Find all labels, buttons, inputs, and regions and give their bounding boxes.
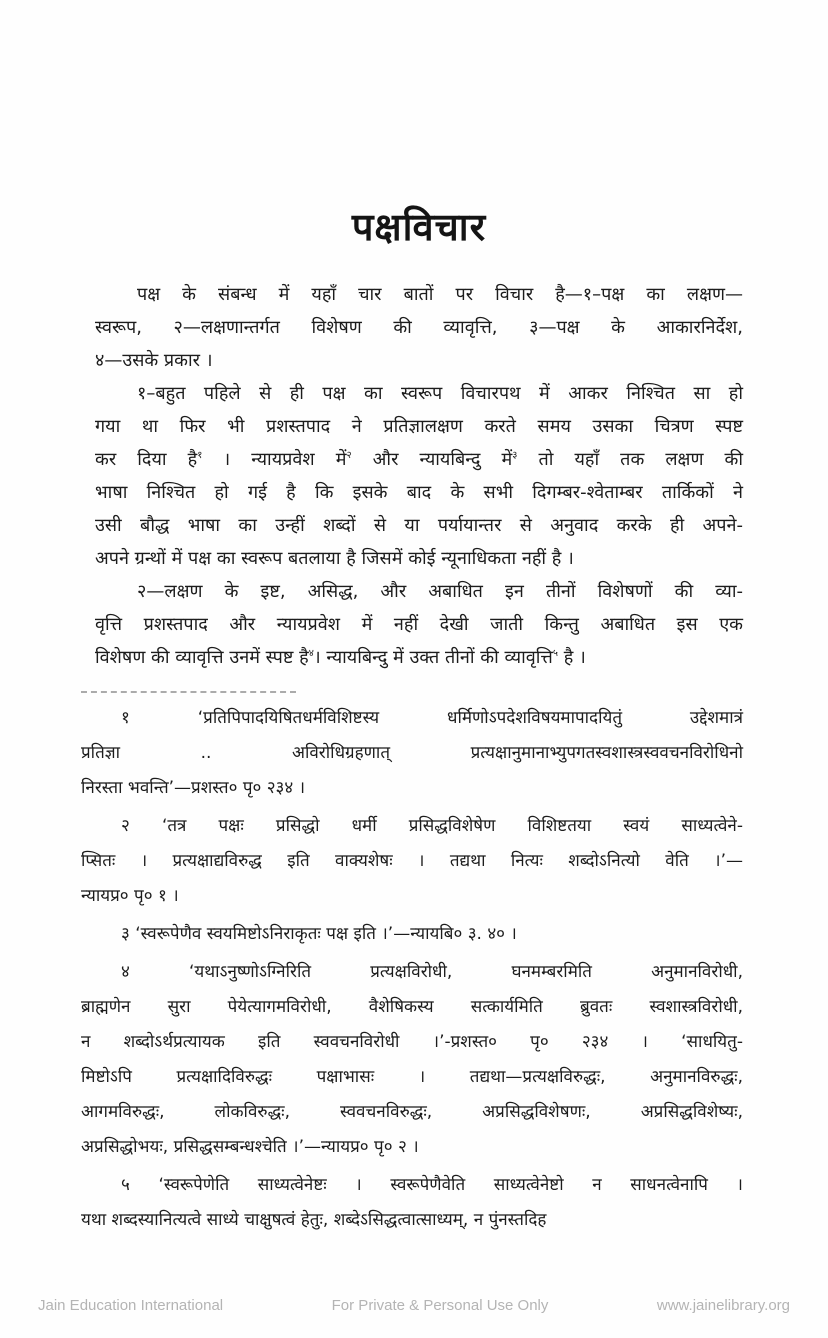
text-line: ४—उसके प्रकार ।: [95, 350, 213, 371]
footnote-separator: [81, 691, 296, 693]
footnote: [81, 1168, 743, 1238]
body-paragraph: [95, 377, 743, 575]
text-line: ५ ‘स्वरूपेणेति साध्यत्वेनेष्टः । स्वरूपेणैवेति साध्यत्वेनेष्टो न साधनत्वेनापि ।: [121, 1175, 743, 1195]
text-line: गया था फिर भी प्रशस्तपाद ने प्रतिज्ञालक्षण करते समय उसका चित्रण स्पष्ट: [95, 416, 743, 437]
footnote: [81, 917, 743, 952]
page-title: पक्षविचार: [351, 205, 487, 249]
body-text: [95, 278, 743, 674]
text-line: मिष्टोऽपि प्रत्यक्षादिविरुद्धः पक्षाभासः । तद्यथा—प्रत्यक्षविरुद्धः, अनुमानविरुद्धः,: [81, 1067, 743, 1087]
text-line: ब्राह्मणेन सुरा पेयेत्यागमविरोधी, वैशेषिकस्य सत्कार्यमिति ब्रुवतः स्वशास्त्रविरोधी,: [81, 997, 743, 1017]
footer-website: www.jainelibrary.org: [656, 1297, 790, 1314]
text-segment: कर दिया है: [95, 449, 198, 470]
text-line: यथा शब्दस्यानित्यत्वे साध्ये चाक्षुषत्वं हेतुः, शब्देऽसिद्धत्वात्साध्यम्, न पुंनस्तदिह: [81, 1210, 547, 1230]
footer-publisher: Jain Education International: [38, 1297, 224, 1314]
footnote: [81, 955, 743, 1165]
text-segment: तो यहाँ तक लक्षण की: [517, 449, 744, 470]
text-segment: विशेषण की व्यावृत्ति उनमें स्पष्ट है: [95, 647, 309, 668]
text-line: न्यायप्र० पृ० १ ।: [81, 886, 179, 906]
footnote: [81, 809, 743, 914]
text-line: २—लक्षण के इष्ट, असिद्ध, और अबाधित इन तीनों विशेषणों की व्या-: [137, 581, 743, 602]
footer-usage-notice: For Private & Personal Use Only: [331, 1297, 549, 1314]
footnote-ref: ५: [552, 648, 559, 659]
text-line: निरस्ता भवन्ति’—प्रशस्त० पृ० २३४ ।: [81, 778, 306, 798]
body-paragraph: [95, 278, 743, 377]
text-line: प्रतिज्ञा .. अविरोधिग्रहणात् प्रत्यक्षानुमानाभ्युपगतस्वशास्त्रस्ववचनविरोधिनो: [81, 743, 743, 763]
text-line: अप्रसिद्धोभयः, प्रसिद्धसम्बन्धश्चेति ।’—न्यायप्र० पृ० २ ।: [81, 1137, 419, 1157]
text-line: स्वरूप, २—लक्षणान्तर्गत विशेषण की व्यावृत्ति, ३—पक्ष के आकारनिर्देश,: [95, 317, 743, 338]
footnote-ref: २: [346, 450, 352, 461]
footnote-ref: ४: [308, 648, 314, 659]
text-line: ३ ‘स्वरूपेणैव स्वयमिष्टोऽनिराकृतः पक्ष इति ।’—न्यायबि० ३. ४० ।: [121, 924, 517, 944]
footnote-ref: ३: [512, 450, 518, 461]
text-line: ४ ‘यथाऽनुष्णोऽग्निरिति प्रत्यक्षविरोधी, घनमम्बरमिति अनुमानविरोधी,: [121, 962, 743, 982]
text-line: भाषा निश्चित हो गई है कि इसके बाद के सभी दिगम्बर-श्वेताम्बर तार्किकों ने: [95, 482, 743, 503]
text-line: पक्ष के संबन्ध में यहाँ चार बातों पर विचार है—१–पक्ष का लक्षण—: [137, 284, 743, 305]
text-line: [95, 641, 743, 674]
text-line: आगमविरुद्धः, लोकविरुद्धः, स्ववचनविरुद्धः, अप्रसिद्धविशेषणः, अप्रसिद्धविशेष्यः,: [81, 1102, 743, 1122]
text-line: न शब्दोऽर्थप्रत्यायक इति स्ववचनविरोधी ।’-प्रशस्त० पृ० २३४ । ‘साधयितु-: [81, 1032, 743, 1052]
text-segment: । न्यायप्रवेश में: [202, 449, 347, 470]
text-line: २ ‘तत्र पक्षः प्रसिद्धो धर्मी प्रसिद्धविशेषेण विशिष्टतया स्वयं साध्यत्वेने-: [121, 816, 743, 836]
footnote-ref: १: [197, 450, 203, 461]
text-line: [95, 443, 743, 476]
text-line: वृत्ति प्रशस्तपाद और न्यायप्रवेश में नहीं देखी जाती किन्तु अबाधित इस एक: [95, 614, 743, 635]
text-line: उसी बौद्ध भाषा का उन्हीं शब्दों से या पर्यायान्तर से अनुवाद करके ही अपने-: [95, 515, 743, 536]
text-line: १ ‘प्रतिपिपादयिषितधर्मविशिष्टस्य धर्मिणोऽपदेशविषयमापादयितुं उद्देशमात्रं: [121, 708, 743, 728]
body-paragraph: [95, 575, 743, 674]
footnote: [81, 701, 743, 806]
text-line: प्सितः । प्रत्यक्षाद्यविरुद्ध इति वाक्यशेषः । तद्यथा नित्यः शब्दोऽनित्यो वेति ।’—: [81, 851, 743, 871]
footnotes-section: [81, 701, 743, 1238]
text-segment: और न्यायबिन्दु में: [351, 449, 513, 470]
text-segment: । न्यायबिन्दु में उक्त तीनों की व्यावृत्ति: [313, 647, 553, 668]
text-line: १–बहुत पहिले से ही पक्ष का स्वरूप विचारपथ में आकर निश्चित सा हो: [137, 383, 743, 404]
text-line: अपने ग्रन्थों में पक्ष का स्वरूप बतलाया है जिसमें कोई न्यूनाधिकता नहीं है ।: [95, 548, 574, 569]
page-footer: [0, 1297, 828, 1314]
text-segment: है ।: [558, 647, 586, 668]
